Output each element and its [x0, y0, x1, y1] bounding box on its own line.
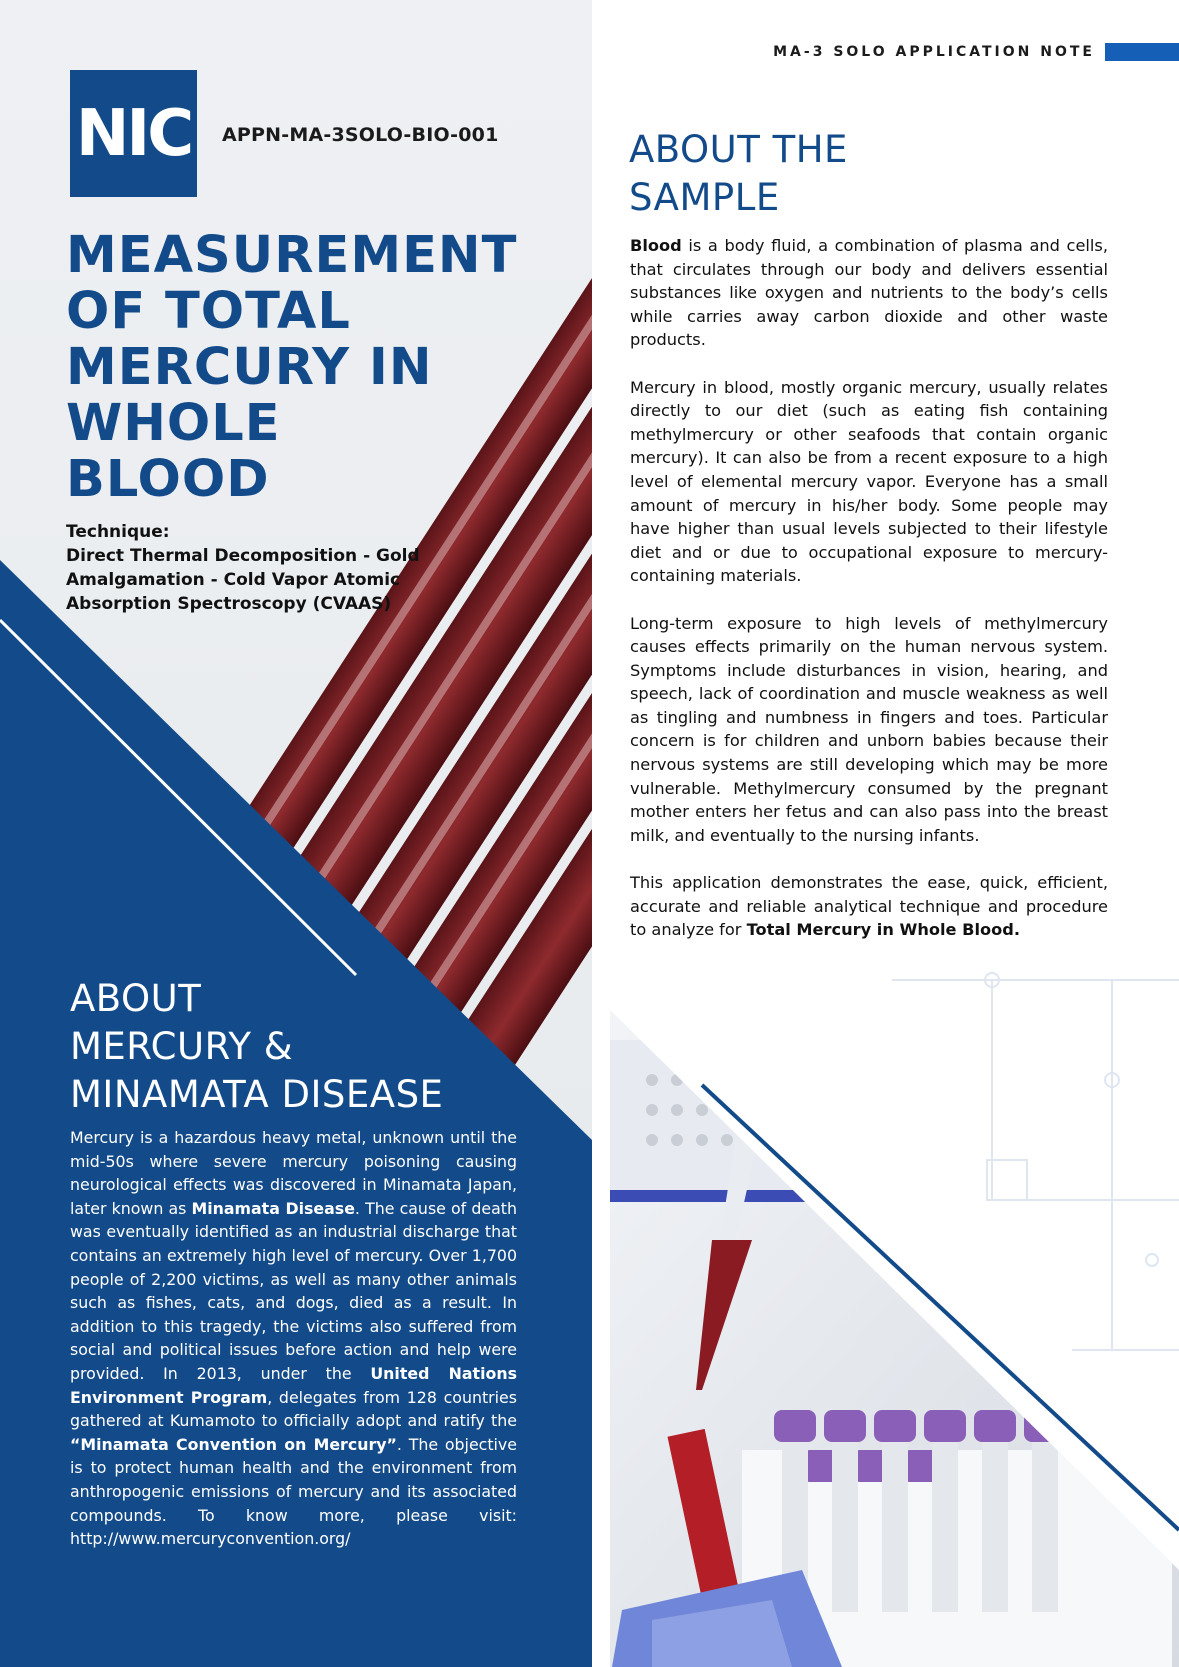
heading-line: SAMPLE — [629, 176, 780, 219]
paragraph — [630, 376, 1108, 588]
text-run: . The cause of death was eventually identified as an industrial discharge that contains an extremely high level of mercury. Over 1,700 people of 2,200 victims, as well as many other animals such as fishes, cats, and dogs, died as a result. In addition to this tragedy, the victims also suffered from social and political issues before action and help were provided. In 2013, under the — [70, 1198, 517, 1383]
document-code: APPN-MA-3SOLO-BIO-001 — [222, 124, 499, 146]
technique-line: Absorption Spectroscopy (CVAAS) — [66, 594, 392, 614]
title-line: WHOLE — [66, 394, 281, 453]
heading-line: MERCURY & — [70, 1025, 294, 1068]
lab-sample-photo — [592, 1010, 1179, 1667]
text-run: Mercury in blood, mostly organic mercury, usually relates directly to our diet (such as eating fish containing methylmercury or other seafoods that contain organic mercury). It can also be from a recent exposure to a high level of elemental mercury vapor. Everyone has a small amount of mercury in his/her body. Some people may have higher than usual levels subjected to their lifestyle diet and or due to occupational exposure to mercury-containing materials. — [630, 377, 1108, 586]
heading-line: ABOUT THE — [629, 128, 848, 171]
about-mercury-heading — [70, 975, 443, 1119]
page-title — [66, 228, 586, 508]
text-run: Mercury is a hazardous heavy metal, unknown until the mid-50s where severe mercury poisoning causing neurological effects was discovered in Minamata Japan, later known as — [70, 1128, 517, 1218]
technique-block — [66, 520, 426, 616]
heading-line: ABOUT — [70, 977, 202, 1020]
header-accent-bar — [1105, 43, 1179, 61]
technique-line: Amalgamation - Cold Vapor Atomic — [66, 570, 401, 590]
technique-label: Technique: — [66, 522, 170, 542]
title-line: BLOOD — [66, 450, 270, 509]
heading-line: MINAMATA DISEASE — [70, 1073, 444, 1116]
text-run-bold: Total Mercury in Whole Blood. — [746, 920, 1021, 940]
text-run: . The objective is to protect human health and the environment from anthropogenic emissions of mercury and its associated compounds. To know more, please visit: http://www.mercuryconvention.org/ — [70, 1434, 517, 1549]
nic-logo — [70, 70, 197, 197]
paragraph — [630, 612, 1108, 848]
technique-line: Direct Thermal Decomposition - Gold — [66, 546, 420, 566]
logo-text: NIC — [75, 96, 192, 171]
about-sample-heading — [629, 126, 848, 222]
text-run: This application demonstrates the ease, quick, efficient, accurate and reliable analytical technique and procedure to analyze for — [630, 873, 1108, 940]
text-run-bold: United Nations Environment Program — [70, 1363, 517, 1407]
text-run-bold: Minamata Disease — [191, 1198, 355, 1218]
text-run-bold: Blood — [630, 236, 682, 255]
text-run: , delegates from 128 countries gathered at Kumamoto to officially adopt and ratify the — [70, 1387, 517, 1431]
title-line: MEASUREMENT — [66, 226, 518, 285]
text-run: Long-term exposure to high levels of methylmercury causes effects primarily on the human nervous system. Symptoms include disturbances in vision, hearing, and speech, lack of coordination and muscle weakness as well as tingling and numbness in fingers and toes. Particular concern is for children and unborn babies because their nervous systems are still developing which may be more vulnerable. Methylmercury consumed by the pregnant mother enters her fetus and can also pass into the breast milk, and eventually to the nursing infants. — [630, 613, 1108, 845]
title-line: MERCURY IN — [66, 338, 433, 397]
text-run-bold: “Minamata Convention on Mercury” — [70, 1434, 397, 1454]
text-run: is a body fluid, a combination of plasma and cells, that circulates through our body and delivers essential substances like oxygen and nutrients to the body’s cells while carries away carbon dioxide and other waste products. — [630, 236, 1108, 350]
about-mercury-text — [70, 1126, 517, 1551]
paragraph — [630, 234, 1108, 352]
title-line: OF TOTAL — [66, 282, 351, 341]
header-label: MA-3 SOLO APPLICATION NOTE — [773, 44, 1095, 60]
about-sample-text — [630, 234, 1108, 965]
